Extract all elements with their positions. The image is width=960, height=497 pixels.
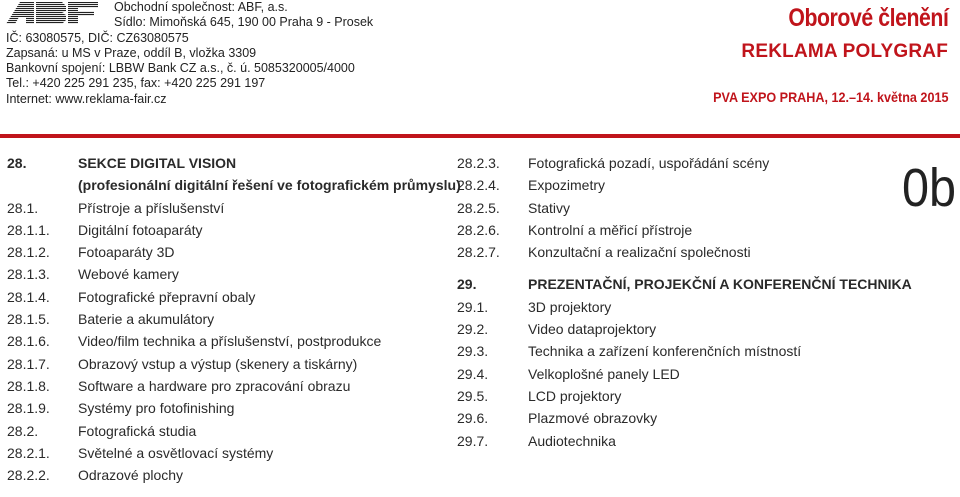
category-heading [7,174,461,196]
category-item [457,407,897,429]
category-label: Kontrolní a měřicí přístroje [528,221,693,238]
category-item [457,152,897,174]
category-label: Video/film technika a příslušenství, postprodukce [78,333,382,350]
category-label: Fotografické přepravní obaly [78,288,256,305]
category-label: 3D projektory [528,298,612,315]
category-list-right [457,152,912,452]
header-divider [0,134,960,138]
category-number: 28.1.4. [7,288,50,305]
company-info [6,0,373,107]
category-label: Odrazové plochy [78,467,184,484]
category-label: Stativy [528,199,571,216]
category-number: 28.1. [7,199,39,216]
category-label: Velkoplošné panely LED [528,365,680,382]
category-item [7,286,447,308]
category-item [457,340,897,362]
category-number [7,174,78,196]
category-item [457,197,897,219]
category-label: Baterie a akumulátory [78,311,215,328]
category-number: 29.5. [457,387,489,404]
category-number: 28.2.2. [7,467,50,484]
category-number: 28.1.3. [7,266,50,283]
category-label: Přístroje a příslušenství [78,199,225,216]
category-item [457,296,897,318]
category-list-left [7,152,461,486]
category-heading [7,152,447,174]
category-number: 28.1.1. [7,221,50,238]
company-line: Zapsaná: u MS v Praze, oddíl B, vložka 3309 [6,45,257,60]
category-item [457,318,897,340]
category-number: 28. [7,155,27,171]
category-item [457,174,897,196]
company-line: Obchodní společnost: ABF, a.s. [114,0,288,14]
category-number: 28.2. [7,422,39,439]
category-item [457,385,897,407]
category-item [7,330,447,352]
company-line: Bankovní spojení: LBBW Bank CZ a.s., č. ú. 5085320005/4000 [6,61,355,76]
category-label: SEKCE DIGITAL VISION [78,155,237,171]
category-label: Konzultační a realizační společnosti [528,244,751,261]
category-label: Software a hardware pro zpracování obrazu [78,377,351,394]
company-website[interactable]: Internet: www.reklama-fair.cz [6,91,167,106]
page-title: Oborové členění [787,4,948,32]
category-number: 29. [457,276,477,293]
category-number: 29.6. [457,410,489,427]
category-number: 28.2.4. [457,177,500,194]
category-number: 28.2.5. [457,199,500,216]
category-number: 28.2.6. [457,221,500,238]
document-header [687,4,948,106]
category-number: 28.1.6. [7,333,50,350]
category-label: Systémy pro fotofinishing [78,400,235,417]
company-line: IČ: 63080575, DIČ: CZ63080575 [6,30,189,45]
category-number: 28.1.7. [7,355,50,372]
category-number: 28.1.8. [7,377,50,394]
category-item [7,263,447,285]
section-tab-label: 0b [901,158,956,218]
category-item [457,363,897,385]
category-label: Video dataprojektory [528,321,657,338]
category-label: Expozimetry [528,177,606,194]
category-number: 29.2. [457,321,489,338]
company-line: Sídlo: Mimoňská 645, 190 00 Praha 9 - Prosek [114,15,374,30]
category-label: Fotografická pozadí, uspořádání scény [528,155,770,171]
category-label: Digitální fotoaparáty [78,221,203,238]
category-number: 29.4. [457,365,489,382]
category-item [457,219,897,241]
category-label: Fotografická studia [78,422,197,439]
category-label: Plazmové obrazovky [528,410,658,427]
category-number: 29.3. [457,343,489,360]
category-number: 28.1.2. [7,244,50,261]
company-line: Tel.: +420 225 291 235, fax: +420 225 291 197 [6,76,266,91]
category-label: PREZENTAČNÍ, PROJEKČNÍ A KONFERENČNÍ TECHNIKA [528,276,912,293]
category-label: Technika a zařízení konferenčních místností [528,343,802,360]
category-label: Webové kamery [78,266,179,283]
category-item [7,375,447,397]
category-label: Fotoaparáty 3D [78,244,175,261]
category-item [7,219,447,241]
event-dates: PVA EXPO PRAHA, 12.–14. května 2015 [712,89,948,105]
category-number: 29.7. [457,432,489,449]
category-item [457,430,897,452]
category-label: LCD projektory [528,387,622,404]
category-item [7,420,447,442]
category-number: 28.2.1. [7,444,50,461]
fair-name: REKLAMA POLYGRAF [741,41,948,62]
category-number: 28.2.3. [457,155,500,171]
category-number: 28.1.5. [7,311,50,328]
category-label: Audiotechnika [528,432,616,449]
category-item [7,442,447,464]
category-item [7,241,447,263]
category-number: 29.1. [457,298,489,315]
category-label: (profesionální digitální řešení ve fotografickém průmyslu) [78,177,461,194]
category-item [7,397,447,419]
category-item [7,308,447,330]
category-heading [457,273,912,295]
category-item [7,197,447,219]
category-item [7,353,447,375]
category-label: Obrazový vstup a výstup (skenery a tiskárny) [78,355,358,372]
category-item [457,241,897,263]
category-number: 28.1.9. [7,400,50,417]
category-label: Světelné a osvětlovací systémy [78,444,274,461]
category-item [7,464,447,486]
category-number: 28.2.7. [457,244,500,261]
